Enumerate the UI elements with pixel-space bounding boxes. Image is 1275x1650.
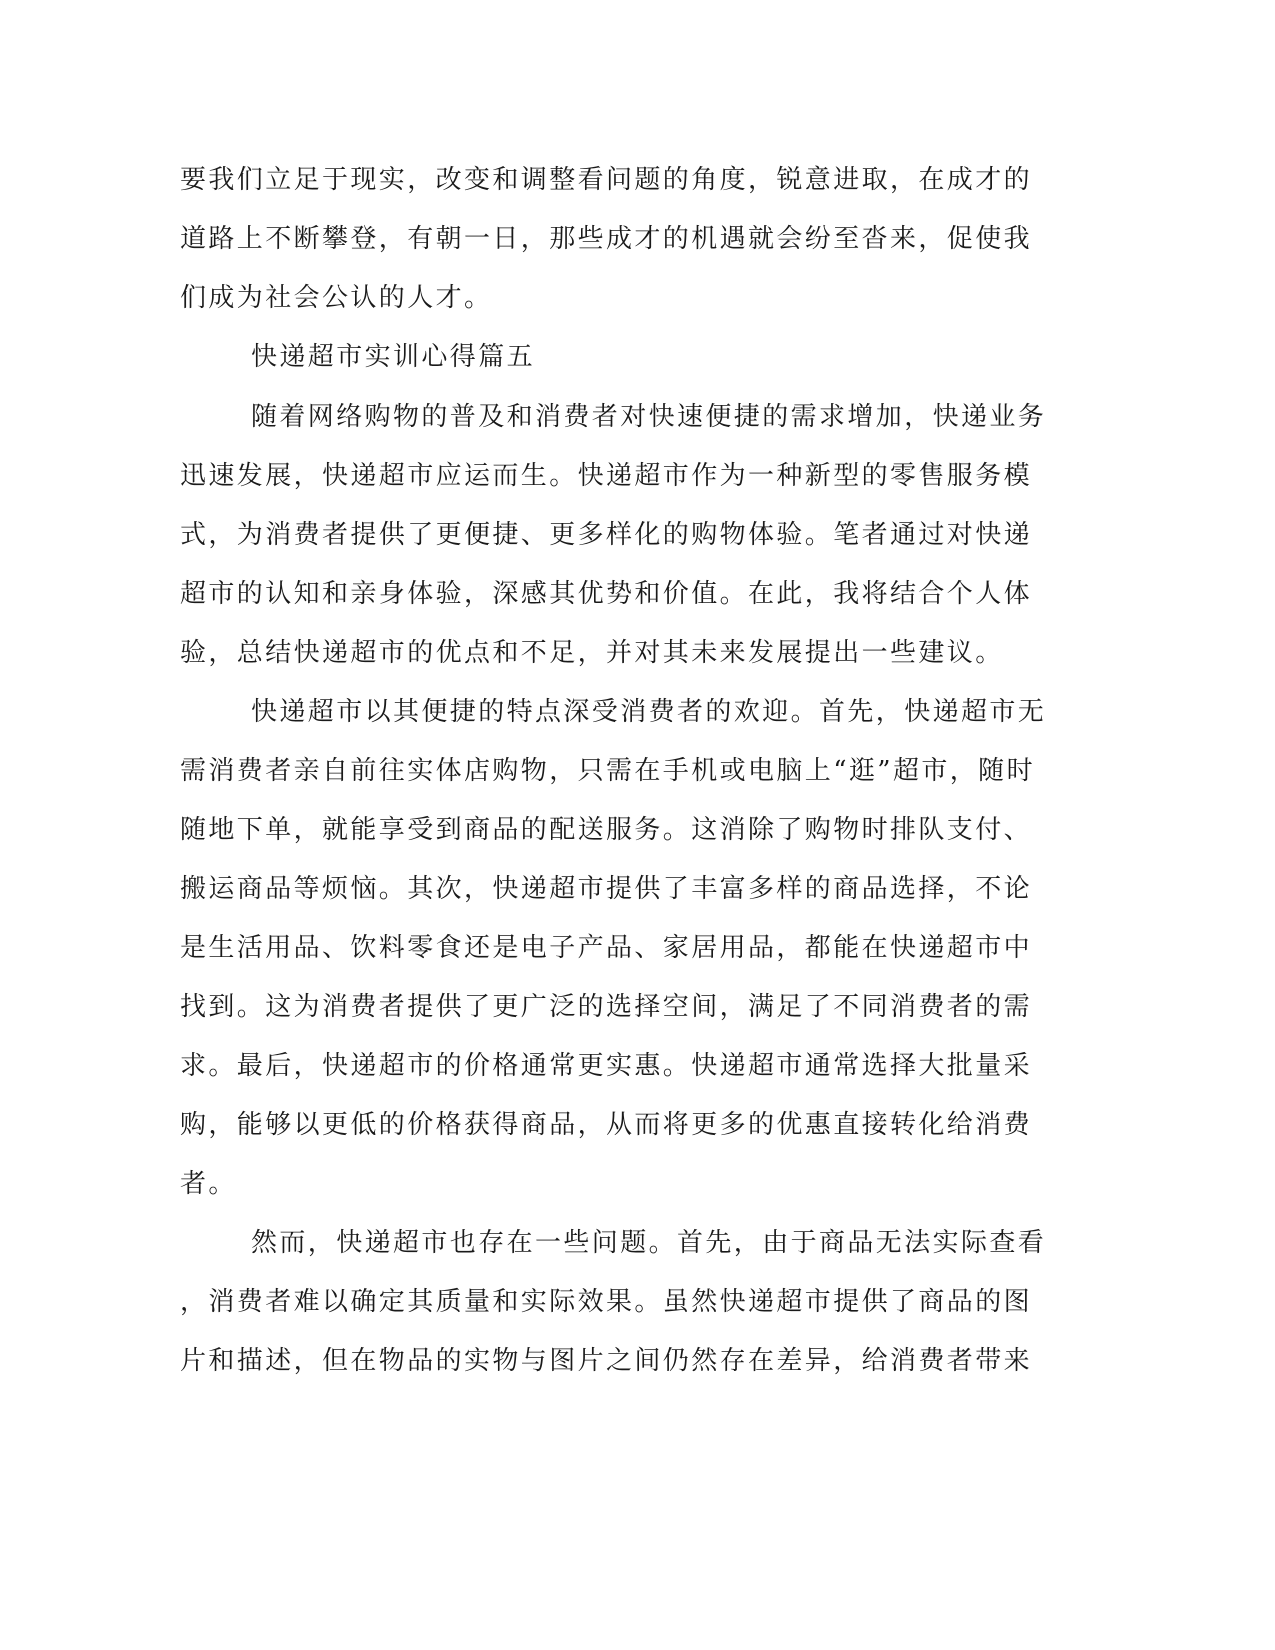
text-line: ，消费者难以确定其质量和实际效果。虽然快递超市提供了商品的图 (180, 1287, 1033, 1317)
text-line: 需消费者亲自前往实体店购物，只需在手机或电脑上“逛”超市，随时 (180, 756, 1035, 786)
text-line: 片和描述，但在物品的实物与图片之间仍然存在差异，给消费者带来 (180, 1346, 1033, 1376)
text-line: 是生活用品、饮料零食还是电子产品、家居用品，都能在快递超市中 (180, 933, 1033, 963)
text-line: 要我们立足于现实，改变和调整看问题的角度，锐意进取，在成才的 (180, 165, 1033, 195)
text-line: 们成为社会公认的人才。 (180, 283, 493, 313)
section-heading: 快递超市实训心得篇五 (251, 342, 536, 372)
text-line: 者。 (180, 1169, 237, 1199)
text-line: 购，能够以更低的价格获得商品，从而将更多的优惠直接转化给消费 (180, 1110, 1033, 1140)
text-line: 随地下单，就能享受到商品的配送服务。这消除了购物时排队支付、 (180, 815, 1033, 845)
text-line: 验，总结快递超市的优点和不足，并对其未来发展提出一些建议。 (180, 638, 1004, 668)
text-line: 随着网络购物的普及和消费者对快速便捷的需求增加，快递业务 (251, 402, 1047, 432)
text-line: 找到。这为消费者提供了更广泛的选择空间，满足了不同消费者的需 (180, 992, 1033, 1022)
text-line: 然而，快递超市也存在一些问题。首先，由于商品无法实际查看 (251, 1228, 1047, 1258)
text-line: 搬运商品等烦恼。其次，快递超市提供了丰富多样的商品选择，不论 (180, 874, 1033, 904)
text-line: 求。最后，快递超市的价格通常更实惠。快递超市通常选择大批量采 (180, 1051, 1033, 1081)
text-line: 式，为消费者提供了更便捷、更多样化的购物体验。笔者通过对快递 (180, 520, 1033, 550)
text-line: 超市的认知和亲身体验，深感其优势和价值。在此，我将结合个人体 (180, 579, 1033, 609)
text-line: 道路上不断攀登，有朝一日，那些成才的机遇就会纷至沓来，促使我 (180, 224, 1033, 254)
text-line: 快递超市以其便捷的特点深受消费者的欢迎。首先，快递超市无 (251, 697, 1047, 727)
text-line: 迅速发展，快递超市应运而生。快递超市作为一种新型的零售服务模 (180, 461, 1033, 491)
